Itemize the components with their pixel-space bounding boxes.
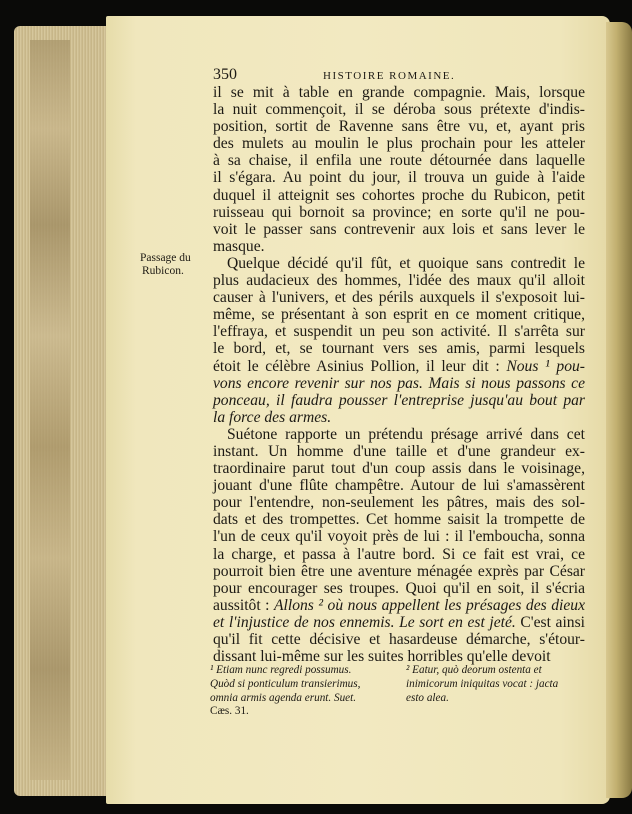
text-line: pour encourager ses troupes. Quoi qu'il en soit, il s'écria <box>213 579 585 597</box>
text-line: l'effraya, et suspendit un peu son activité. Il s'arrêta sur <box>213 323 585 341</box>
running-head: HISTOIRE ROMAINE. <box>323 70 456 82</box>
text-line: des mulets au moulin le plus prochain pour les atteler <box>213 135 585 153</box>
footnote-line: Quòd si ponticulum transierimus, <box>210 677 361 690</box>
footnote-line: ² Eatur, quò deorum ostenta et <box>406 664 542 676</box>
footnote-line: esto alea. <box>406 691 449 704</box>
text-line: dissant lui-même sur les suites horribles qu'elle devoit <box>213 648 551 666</box>
text-line: le bord, et, se tournant vers ses amis, parmi lesquels <box>213 340 585 358</box>
footnote-2 <box>406 664 582 719</box>
facing-page-edge <box>606 22 632 798</box>
text-line: et l'injustice de nos ennemis. Le sort en est jeté. C'est ainsi <box>213 613 585 631</box>
margin-note-line: Rubicon. <box>142 264 184 277</box>
footnotes <box>210 664 582 719</box>
text-line: ruisseau qui bornoit sa province; en sorte qu'il ne pou- <box>213 203 585 221</box>
marbled-edge <box>30 40 70 780</box>
text-line: dats et des trompettes. Cet homme saisit la trompette de <box>213 511 585 529</box>
page-content <box>213 66 585 665</box>
text-line: plus audacieux des hommes, l'idée des maux qu'il alloit <box>213 272 585 290</box>
text-line: il s'égara. Au point du jour, il trouva un guide à l'aide <box>213 169 585 187</box>
footnote-line: Cæs. 31. <box>210 705 249 718</box>
text-line: jouant d'une flûte champêtre. Autour de lui s'amassèrent <box>213 477 585 495</box>
body-text <box>213 84 585 665</box>
text-line: l'un de ceux qu'il voyoit près de lui : il l'emboucha, sonna <box>213 528 585 546</box>
text-line: Quelque décidé qu'il fût, et quoique sans contredit le <box>227 254 585 272</box>
text-line: duquel il atteignit ses cohortes proche du Rubicon, petit <box>213 186 585 204</box>
text-line: voit le passer sans contrevenir aux lois et sans lever le <box>213 220 585 238</box>
page-header <box>213 66 585 84</box>
text-line: pour l'entendre, non-seulement les pâtres, mais des sol- <box>213 494 585 512</box>
text-line: instant. Un homme d'une taille et d'une grandeur ex- <box>213 442 585 460</box>
text-line: il se mit à table en grande compagnie. Mais, lorsque <box>213 84 585 101</box>
text-line: pourroit bien être une aventure ménagée exprès par César <box>213 562 585 580</box>
text-line: vons encore revenir sur nos pas. Mais si nous passons ce <box>213 374 585 392</box>
text-line: étoit le célèbre Asinius Pollion, il leur dit : Nous ¹ pou- <box>213 357 585 375</box>
text-line: aussitôt : Allons ² où nous appellent les présages des dieux <box>213 596 585 614</box>
text-line: même, se présentant à son esprit en ce moment critique, <box>213 306 585 324</box>
margin-note <box>140 252 212 277</box>
text-line: position, sortit de Ravenne sans être vu, et, ayant pris <box>213 118 585 136</box>
text-line: à sa chaise, il enfila une route détournée dans laquelle <box>213 152 585 170</box>
text-line: ponceau, il faudra pousser l'entreprise jusqu'au bout par <box>213 391 585 409</box>
margin-note-line: Passage du <box>140 252 191 264</box>
text-line: masque. <box>213 237 265 255</box>
footnote-line: inimicorum iniquitas vocat : jacta <box>406 677 559 690</box>
text-line: qu'il fit cette décisive et hasardeuse démarche, s'étour- <box>213 631 585 648</box>
footnote-line: omnia armis agenda erunt. Suet. <box>210 691 357 704</box>
text-line: la nuit commençoit, il se déroba sous prétexte d'indis- <box>213 101 585 119</box>
text-line: la force des armes. <box>213 408 332 426</box>
footnote-line: ¹ Etiam nunc regredi possumus. <box>210 664 352 676</box>
text-line: la charge, et passa à l'autre bord. Si ce fait est vrai, ce <box>213 545 585 563</box>
text-line: traordinaire parut tout d'un coup assis dans le voisinage, <box>213 460 585 478</box>
text-line: causer à l'univers, et des périls auxquels il s'exposoit lui- <box>213 289 585 307</box>
page-number: 350 <box>213 66 237 83</box>
footnote-1 <box>210 664 388 719</box>
text-line: Suétone rapporte un prétendu présage arrivé dans cet <box>227 425 585 443</box>
